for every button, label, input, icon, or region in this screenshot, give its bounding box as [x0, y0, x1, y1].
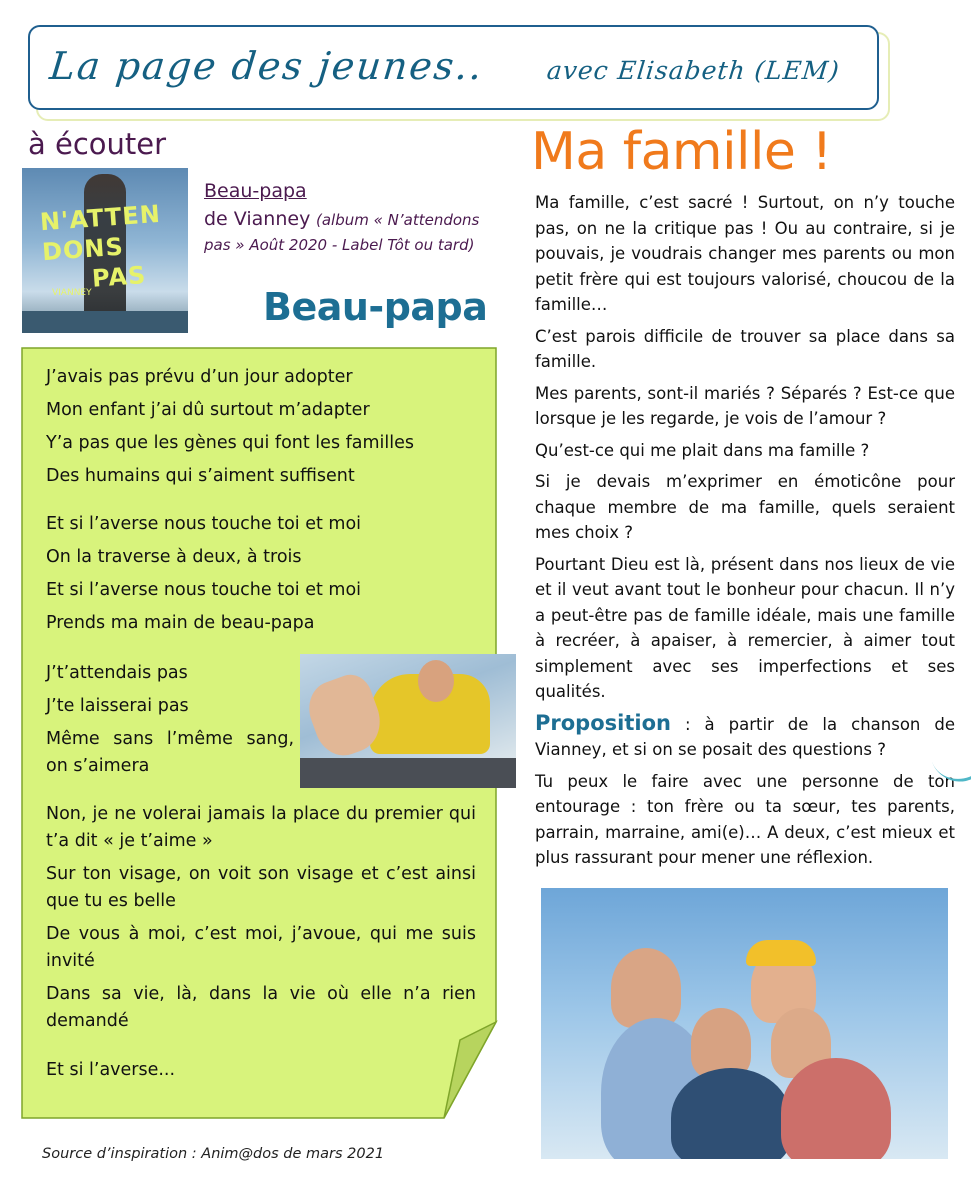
photo-boat-deck: [300, 758, 516, 788]
lyric-line: Prends ma main de beau-papa: [46, 613, 315, 633]
lyric-line: J’t’attendais pas: [46, 663, 188, 683]
source-credit: Source d’inspiration : Anim@dos de mars 2021: [42, 1146, 385, 1162]
proposition-heading: Proposition: [535, 710, 671, 735]
photo-person-body: [781, 1058, 891, 1159]
section-label-listen: à écouter: [28, 127, 167, 161]
lyrics-verse-4: [46, 801, 476, 1034]
song-title-heading: Beau-papa: [263, 285, 488, 329]
proposition-text: : à partir de la chanson de Vianney, et si on se posait des questions ?: [535, 714, 955, 759]
cover-sea: [22, 311, 188, 333]
lyric-line: Et si l’averse nous touche toi et moi: [46, 580, 362, 600]
lyrics-verse-5: [46, 1057, 486, 1084]
photo-person-body: [671, 1068, 791, 1159]
lyric-line: De vous à moi, c’est moi, j’avoue, qui me suis invité: [46, 924, 476, 971]
article-paragraph: Ma famille, c’est sacré ! Surtout, on n’y touche pas, on ne la critique pas ! Ou au contraire, si je pouvais, je voudrais changer mes parents ou mon petit frère qui est toujours valorisé, choucou de la famille…: [535, 193, 955, 314]
proposition-paragraph: [535, 711, 955, 763]
lyric-line: Sur ton visage, on voit son visage et c’est ainsi que tu es belle: [46, 864, 476, 911]
article-title: Ma famille !: [531, 122, 832, 182]
lyric-line: On la traverse à deux, à trois: [46, 547, 302, 567]
photo-group-of-friends: [541, 888, 948, 1159]
photo-yellow-hat: [746, 940, 816, 966]
article-paragraph: Tu peux le faire avec une personne de ton entourage : ton frère ou ta sœur, tes parents, parrain, marraine, ami(e)… A deux, c’est mieux et plus rassurant pour mener une réflexion.: [535, 771, 955, 867]
lyric-line: J’avais pas prévu d’un jour adopter: [46, 367, 353, 387]
lyric-line: Même sans l’même sang,: [46, 729, 295, 749]
page-subtitle: avec Elisabeth (LEM): [545, 56, 842, 85]
song-album-info: (album « N’attendons: [316, 211, 480, 229]
lyrics-verse-2: [46, 511, 486, 637]
song-link[interactable]: Beau-papa: [204, 180, 307, 202]
article-paragraph: C’est parois difficile de trouver sa place dans sa famille.: [535, 326, 955, 371]
album-cover-image: [22, 168, 188, 333]
lyric-line: Mon enfant j’ai dû surtout m’adapter: [46, 400, 370, 420]
cover-title-art: N'ATTEN DONS PAS: [39, 199, 162, 293]
photo-reaching-hand: [300, 654, 516, 788]
lyric-line: Dans sa vie, là, dans la vie où elle n’a rien demandé: [46, 984, 476, 1031]
photo-face: [418, 660, 454, 702]
lyrics-verse-1: [46, 364, 486, 490]
lyric-line: J’te laisserai pas: [46, 696, 189, 716]
song-album-info-2: pas » Août 2020 - Label Tôt ou tard): [204, 236, 475, 254]
photo-person: [611, 948, 681, 1028]
article-body: [535, 190, 955, 877]
photo-person: [691, 1008, 751, 1078]
song-artist: de Vianney: [204, 208, 311, 230]
lyrics-verse-3: [46, 660, 295, 780]
lyric-line: Et si l’averse nous touche toi et moi: [46, 514, 362, 534]
article-paragraph: Si je devais m’exprimer en émoticône pour chaque membre de ma famille, quels seraient mes choix ?: [535, 472, 955, 542]
lyric-line: Y’a pas que les gènes qui font les familles: [46, 433, 415, 453]
page-title: La page des jeunes..: [47, 44, 486, 88]
lyric-line: Non, je ne volerai jamais la place du premier qui t’a dit « je t’aime »: [46, 804, 476, 851]
lyric-line: on s’aimera: [46, 756, 150, 776]
cover-artist-name: VIANNEY: [52, 288, 92, 298]
lyric-line: Et si l’averse...: [46, 1060, 176, 1080]
article-paragraph: Qu’est-ce qui me plait dans ma famille ?: [535, 440, 870, 460]
article-paragraph: Mes parents, sont-il mariés ? Séparés ? Est-ce que lorsque je les regarde, je vois de l’amour ?: [535, 383, 955, 428]
lyric-line: Des humains qui s’aiment suffisent: [46, 466, 355, 486]
article-paragraph: Pourtant Dieu est là, présent dans nos lieux de vie et il veut avant tout le bonheur pour chacun. Il n’y a peut-être pas de famille idéale, mais une famille à recréer, à apaiser, à remercier, à aimer tout simplement avec ses imperfections et ses qualités.: [535, 554, 955, 701]
